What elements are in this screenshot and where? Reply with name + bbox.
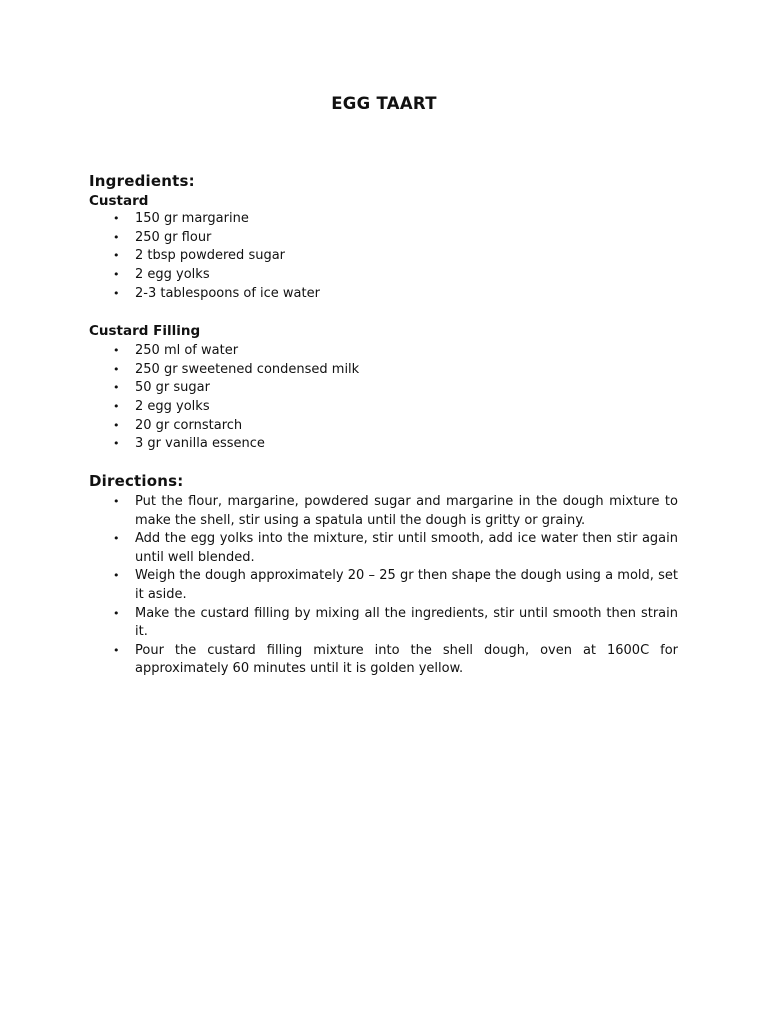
- bullet-icon: •: [113, 400, 120, 414]
- list-item: • 2 tbsp powdered sugar: [0, 247, 320, 266]
- bullet-icon: •: [113, 362, 120, 376]
- list-item: • Weigh the dough approximately 20 – 25 gr then shape the dough using a mold, set it aside.: [113, 568, 678, 602]
- list-item: • 250 gr sweetened condensed milk: [0, 361, 359, 380]
- list-item: • Pour the custard filling mixture into the shell dough, oven at 1600C for approximately 60 minutes until it is golden yellow.: [113, 642, 678, 677]
- bullet-icon: •: [113, 437, 120, 451]
- bullet-icon: •: [113, 249, 120, 263]
- bullet-icon: •: [113, 643, 120, 657]
- list-item: • 150 gr margarine: [0, 210, 320, 229]
- bullet-icon: •: [113, 268, 120, 282]
- bullet-icon: •: [113, 569, 120, 583]
- bullet-icon: •: [113, 230, 120, 244]
- list-item: • 250 ml of water: [0, 342, 359, 361]
- filling-ingredients-list: [0, 342, 359, 454]
- list-item: • Make the custard filling by mixing all the ingredients, stir until smooth then strain it.: [113, 605, 678, 640]
- bullet-icon: •: [113, 212, 120, 225]
- bullet-icon: •: [113, 286, 120, 300]
- ingredients-heading: Ingredients:: [89, 172, 195, 190]
- list-item: • 2-3 tablespoons of ice water: [0, 285, 320, 304]
- bullet-icon: •: [113, 532, 120, 546]
- list-item: • 3 gr vanilla essence: [0, 435, 359, 454]
- bullet-icon: •: [113, 344, 120, 357]
- custard-heading: Custard: [89, 193, 149, 209]
- list-item: • 2 egg yolks: [0, 398, 359, 417]
- list-item: • Add the egg yolks into the mixture, stir until smooth, add ice water then stir again until well blended.: [113, 531, 678, 565]
- custard-filling-heading: Custard Filling: [89, 323, 201, 339]
- custard-ingredients-list: [0, 210, 320, 303]
- bullet-icon: •: [113, 381, 120, 395]
- bullet-icon: •: [113, 495, 120, 508]
- list-item: • 2 egg yolks: [0, 266, 320, 285]
- bullet-icon: •: [113, 606, 120, 620]
- document-title: EGG TAART: [331, 94, 437, 113]
- directions-heading: Directions:: [89, 472, 184, 490]
- list-item: • Put the flour, margarine, powdered sugar and margarine in the dough mixture to make the shell, stir using a spatula until the dough is gritty or grainy.: [113, 494, 678, 528]
- bullet-icon: •: [113, 418, 120, 432]
- directions-list: [0, 493, 678, 679]
- list-item: • 250 gr flour: [0, 229, 320, 248]
- list-item: • 20 gr cornstarch: [0, 417, 359, 436]
- list-item: • 50 gr sugar: [0, 379, 359, 398]
